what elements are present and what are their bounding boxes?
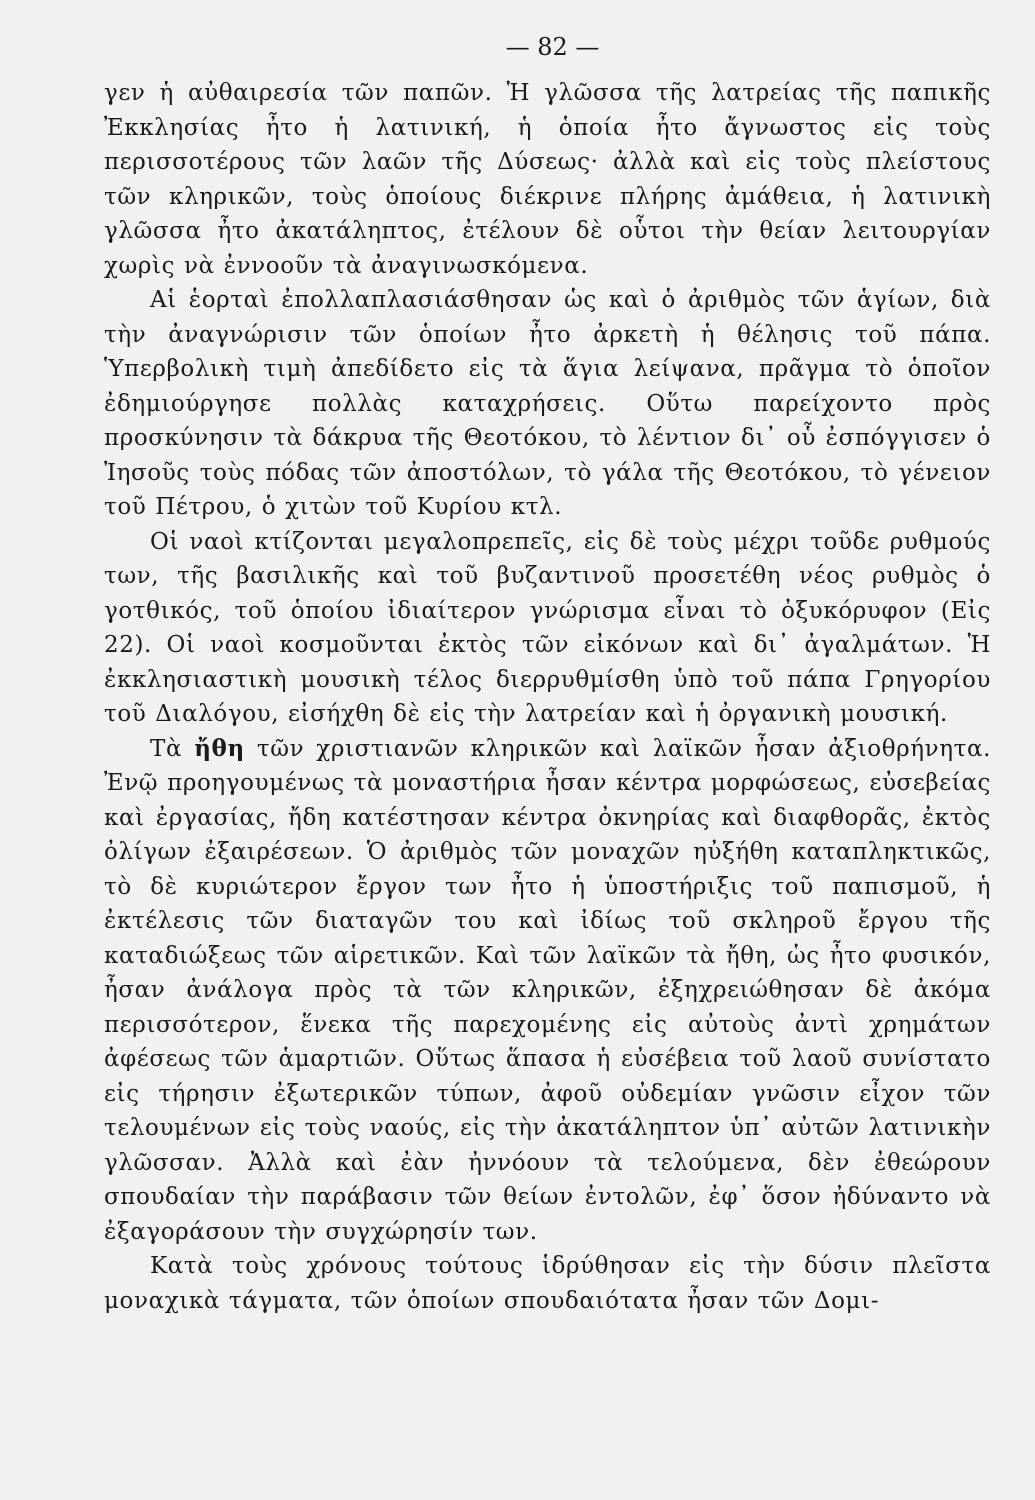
page-body (104, 76, 991, 1318)
morals-text-after: τῶν χριστιανῶν κληρικῶν καὶ λαϊκῶν ἦσαν ἀξιοθρήνητα. Ἐνῷ προηγουμένως τὰ μοναστήρια ἦσαν κέντρα μορφώσεως, εὐσεβείας καὶ ἐργασίας, ἤδη κατέστησαν κέντρα ὀκνηρίας καὶ διαφθορᾶς, ἐκτὸς ὀλίγων ἐξαιρέσεων. Ὁ ἀριθμὸς τῶν μοναχῶν ηὐξήθη καταπληκτικῶς, τὸ δὲ κυριώτερον ἔργον των ἦτο ἡ ὑποστήριξις τοῦ παπισμοῦ, ἡ ἐκτέλεσις τῶν διαταγῶν του καὶ ἰδίως τοῦ σκληροῦ ἔργου τῆς καταδιώξεως τῶν αἱρετικῶν. Καὶ τῶν λαϊκῶν τὰ ἤθη, ὡς ἦτο φυσικόν, ἦσαν ἀνάλογα πρὸς τὰ τῶν κληρικῶν, ἐξηχρειώθησαν δὲ ἀκόμα περισσότερον, ἕνεκα τῆς παρεχομένης εἰς αὐτοὺς ἀντὶ χρημάτων ἀφέσεως τῶν ἁμαρτιῶν. Οὕτως ἅπασα ἡ εὐσέβεια τοῦ λαοῦ συνίστατο εἰς τήρησιν ἐξωτερικῶν τύπων, ἀφοῦ οὐδεμίαν γνῶσιν εἶχον τῶν τελουμένων εἰς τοὺς ναούς, εἰς τὴν ἀκατάληπτον ὑπ᾽ αὐτῶν λατινικὴν γλῶσσαν. Ἀλλὰ καὶ ἐὰν ἠννόουν τὰ τελούμενα, δὲν ἐθεώρουν σπουδαίαν τὴν παράβασιν τῶν θείων ἐντολῶν, ἐφ᾽ ὅσον ἠδύναντο νὰ ἐξαγοράσουν τὴν συγχώρησίν των. (104, 735, 991, 1245)
paragraph-monastic-orders: Κατὰ τοὺς χρόνους τούτους ἱδρύθησαν εἰς τὴν δύσιν πλεῖστα μοναχικὰ τάγματα, τῶν ὁποίων σπουδαιότατα ἦσαν τῶν Δομι- (104, 1253, 991, 1314)
morals-text-before: Τὰ (150, 735, 195, 762)
paragraph-continuation: γεν ἡ αὐθαιρεσία τῶν παπῶν. Ἡ γλῶσσα τῆς λατρείας τῆς παπικῆς Ἐκκλησίας ἦτο ἡ λατινική, ἡ ὁποία ἦτο ἄγνωστος εἰς τοὺς περισσοτέρους τῶν λαῶν τῆς Δύσεως· ἀλλὰ καὶ εἰς τοὺς πλείστους τῶν κληρικῶν, τοὺς ὁποίους διέκρινε πλήρης ἀμάθεια, ἡ λατινικὴ γλῶσσα ἦτο ἀκατάληπτος, ἐτέλουν δὲ οὗτοι τὴν θείαν λειτουργίαν χωρὶς νὰ ἐννοοῦν τὰ ἀναγινωσκόμενα. (104, 80, 991, 279)
paragraph-churches-music: Οἱ ναοὶ κτίζονται μεγαλοπρεπεῖς, εἰς δὲ τοὺς μέχρι τοῦδε ρυθμούς των, τῆς βασιλικῆς καὶ τοῦ βυζαντινοῦ προσετέθη νέος ρυθμὸς ὁ γοτθικός, τοῦ ὁποίου ἰδιαίτερον γνώρισμα εἶναι τὸ ὀξυκόρυφον (Εἰς 22). Οἱ ναοὶ κοσμοῦνται ἐκτὸς τῶν εἰκόνων καὶ δι᾽ ἀγαλμάτων. Ἡ ἐκκλησιαστικὴ μουσικὴ τέλος διερρυθμίσθη ὑπὸ τοῦ πάπα Γρηγορίου τοῦ Διαλόγου, εἰσήχθη δὲ εἰς τὴν λατρείαν καὶ ἡ ὀργανικὴ μουσική. (104, 528, 991, 727)
paragraph-feasts-relics: Αἱ ἑορταὶ ἐπολλαπλασιάσθησαν ὡς καὶ ὁ ἀριθμὸς τῶν ἁγίων, διὰ τὴν ἀναγνώρισιν τῶν ὁποίων ἦτο ἀρκετὴ ἡ θέλησις τοῦ πάπα. Ὑπερβολικὴ τιμὴ ἀπεδίδετο εἰς τὰ ἅγια λείψανα, πρᾶγμα τὸ ὁποῖον ἐδημιούργησε πολλὰς καταχρήσεις. Οὕτω παρείχοντο πρὸς προσκύνησιν τὰ δάκρυα τῆς Θεοτόκου, τὸ λέντιον δι᾽ οὗ ἐσπόγγισεν ὁ Ἰησοῦς τοὺς πόδας τῶν ἀποστόλων, τὸ γάλα τῆς Θεοτόκου, τὸ γένειον τοῦ Πέτρου, ὁ χιτὼν τοῦ Κυρίου κτλ. (104, 287, 991, 520)
morals-emphasis: ἤθη (194, 734, 245, 762)
page-number: — 82 — (505, 33, 600, 61)
paragraph-morals (104, 732, 991, 1250)
